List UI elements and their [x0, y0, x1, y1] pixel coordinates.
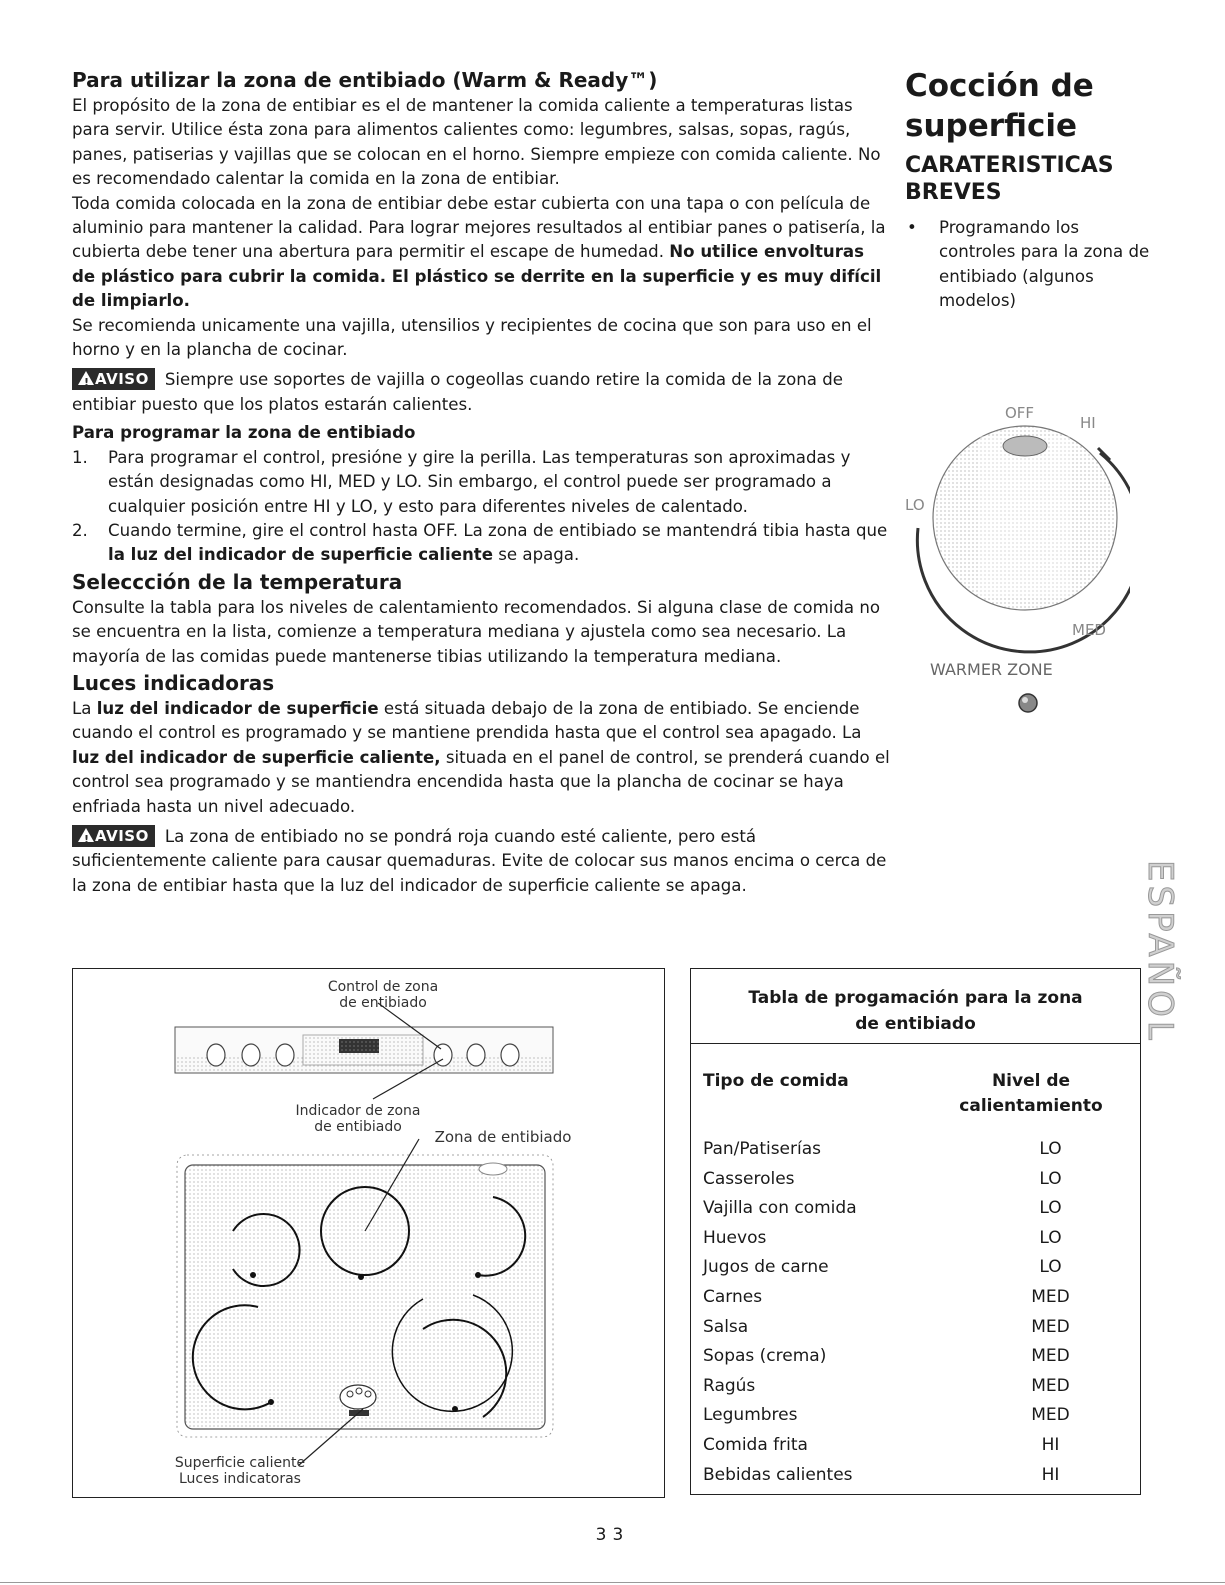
label-control: Control de zona de entibiado [327, 979, 439, 1011]
feature-bullet: • Programando los controles para la zona de entibiado (algunos modelos) [907, 218, 1150, 311]
table-row [703, 1461, 1128, 1491]
aviso-paragraph-1 [72, 368, 892, 417]
dial-lo-label: LO [905, 496, 925, 514]
table-cell-level: MED [1031, 1286, 1070, 1307]
table-row [703, 1135, 1128, 1165]
program-steps [72, 446, 892, 568]
indicator-light-icon [1019, 694, 1037, 712]
list-item: 1. Para programar el control, presióne y gire la perilla. Las temperaturas son aproximadas y están designadas como HI, MED y LO. Sin embargo, el control puede ser programado a cualquier posición entre HI y LO, y esto para diferentes niveles de calentado. [72, 447, 851, 516]
warning-icon: ! [78, 828, 94, 842]
table-row [703, 1372, 1128, 1402]
label-indicator: Indicador de zona de entibiado [295, 1103, 421, 1135]
table-row [703, 1165, 1128, 1195]
table-cell-level: HI [1041, 1434, 1060, 1455]
warm-zone-mark [479, 1163, 507, 1175]
section-subtitle: CARATERISTICAS BREVES [905, 153, 1114, 205]
table-cell-level: LO [1039, 1168, 1062, 1189]
table-header-food: Tipo de comida [703, 1071, 849, 1091]
paragraph-lights: La luz del indicador de superficie está situada debajo de la zona de entibiado. Se enciende cuando el control es programado y se mantiene prendida hasta que el control sea apagado. La luz del indicador de superficie caliente, situada en el panel de control, se prenderá cuando el control sea programado y se mantiendra encendida hasta que la plancha de cocinar se haya enfriada hasta un nivel adecuado. [72, 698, 890, 816]
table-cell-level: LO [1039, 1257, 1062, 1278]
aviso-badge: ! AVISO [72, 368, 155, 390]
aviso-badge: ! AVISO [72, 825, 155, 847]
section-title: Cocción de superficie [905, 68, 1094, 144]
label-hot-surface: Superficie caliente Luces indicatoras [174, 1455, 306, 1487]
table-cell-level: MED [1031, 1346, 1070, 1367]
heading-lights: Luces indicadoras [72, 670, 275, 695]
table-row [703, 1253, 1128, 1283]
warming-table [690, 968, 1141, 1495]
table-cell-level: MED [1031, 1316, 1070, 1337]
table-row [703, 1342, 1128, 1372]
paragraph-utensils: Se recomienda unicamente una vajilla, utensilios y recipientes de cocina que son para uso en el horno y en la plancha de cocinar. [72, 315, 872, 360]
table-row [703, 1194, 1128, 1224]
table-cell-level: MED [1031, 1405, 1070, 1426]
warmer-zone-dial-illustration [900, 398, 1130, 718]
plastic-warning: No utilice envolturas de plástico para cubrir la comida. El plástico se derrite en la superficie y es muy difícil de limpiarlo. [72, 242, 882, 311]
aviso-text-2: La zona de entibiado no se pondrá roja cuando esté caliente, pero está suficientemente caliente para causar quemaduras. Evite de colocar sus manos encima o cerca de la zona de entibiar hasta que la luz del indicador de superficie caliente se apaga. [72, 826, 887, 895]
side-column [905, 66, 1155, 314]
dial-hi-label: HI [1080, 414, 1096, 432]
table-cell-food: Salsa [703, 1316, 749, 1337]
table-cell-food: Ragús [703, 1375, 756, 1396]
cover-text: Toda comida colocada en la zona de entibiar debe estar cubierta con una tapa o con película de aluminio para mantener la calidad. Para lograr mejores resultados al entibiar panes o patisería, la cubierta debe tener una abertura para permitir el escape de humedad. [72, 193, 886, 262]
table-cell-level: MED [1031, 1375, 1070, 1396]
heading-warm-zone: Para utilizar la zona de entibiado (Warm & Ready™) [72, 68, 658, 92]
heading-temperature: Seleccción de la temperatura [72, 569, 403, 594]
table-header-level: Nivel de calientamiento [959, 1071, 1103, 1116]
dial-off-label: OFF [1005, 404, 1035, 422]
table-cell-food: Legumbres [703, 1405, 798, 1426]
table-cell-level: LO [1039, 1227, 1062, 1248]
table-cell-food: Huevos [703, 1227, 767, 1248]
table-row [703, 1224, 1128, 1254]
table-cell-level: HI [1041, 1464, 1060, 1485]
cooktop-svg [73, 969, 663, 1497]
table-row [703, 1431, 1128, 1461]
table-cell-food: Jugos de carne [703, 1257, 829, 1278]
table-cell-food: Carnes [703, 1286, 763, 1307]
table-row [703, 1313, 1128, 1343]
dial-med-label: MED [1072, 621, 1106, 639]
table-cell-food: Bebidas calientes [703, 1464, 853, 1485]
aviso-paragraph-2 [72, 825, 892, 898]
table-cell-food: Vajilla con comida [703, 1198, 857, 1219]
table-cell-level: LO [1039, 1198, 1062, 1219]
table-cell-food: Comida frita [703, 1434, 808, 1455]
table-cell-food: Sopas (crema) [703, 1346, 827, 1367]
list-item: 2. Cuando termine, gire el control hasta OFF. La zona de entibiado se mantendrá tibia hasta que la luz del indicador de superficie caliente se apaga. [72, 520, 888, 565]
dial-caption: WARMER ZONE [930, 660, 1053, 679]
dial-svg [900, 398, 1130, 718]
table-title: Tabla de progamación para la zona de entibiado [748, 988, 1083, 1034]
paragraph-cover [72, 192, 892, 314]
table-cell-food: Casseroles [703, 1168, 795, 1189]
label-warm-zone: Zona de entibiado [434, 1128, 572, 1146]
bottom-rule [0, 1582, 1225, 1583]
main-column [72, 66, 892, 898]
table-row [703, 1401, 1128, 1431]
table-cell-food: Pan/Patiserías [703, 1139, 822, 1159]
language-tab-label: ESPAÑOL [1140, 860, 1180, 1044]
table-cell-level: LO [1039, 1139, 1062, 1159]
page-number: 33 [595, 1525, 630, 1545]
heading-program: Para programar la zona de entibiado [72, 423, 416, 443]
paragraph-temperature: Consulte la tabla para los niveles de calentamiento recomendados. Si alguna clase de comida no se encuentra en la lista, comienze a temperatura mediana y ajustela como sea necesario. La mayoría de las comidas puede mantenerse tibias utilizando la temperatura mediana. [72, 597, 880, 666]
table-body [703, 1135, 1128, 1490]
cooktop-figure [72, 968, 665, 1498]
warning-icon: ! [78, 371, 94, 385]
table-row [703, 1283, 1128, 1313]
paragraph-purpose: El propósito de la zona de entibiar es el de mantener la comida caliente a temperaturas listas para servir. Utilice ésta zona para alimentos calientes como: legumbres, salsas, sopas, ragús, panes, patiserias y vajillas que se colocan en el horno. Siempre empieze con comida caliente. No es recomendado calentar la comida en la zona de entibiar. [72, 96, 881, 189]
aviso-text-1: Siempre use soportes de vajilla o cogeollas cuando retire la comida de la zona de entibiar puesto que los platos estarán calientes. [72, 370, 843, 414]
